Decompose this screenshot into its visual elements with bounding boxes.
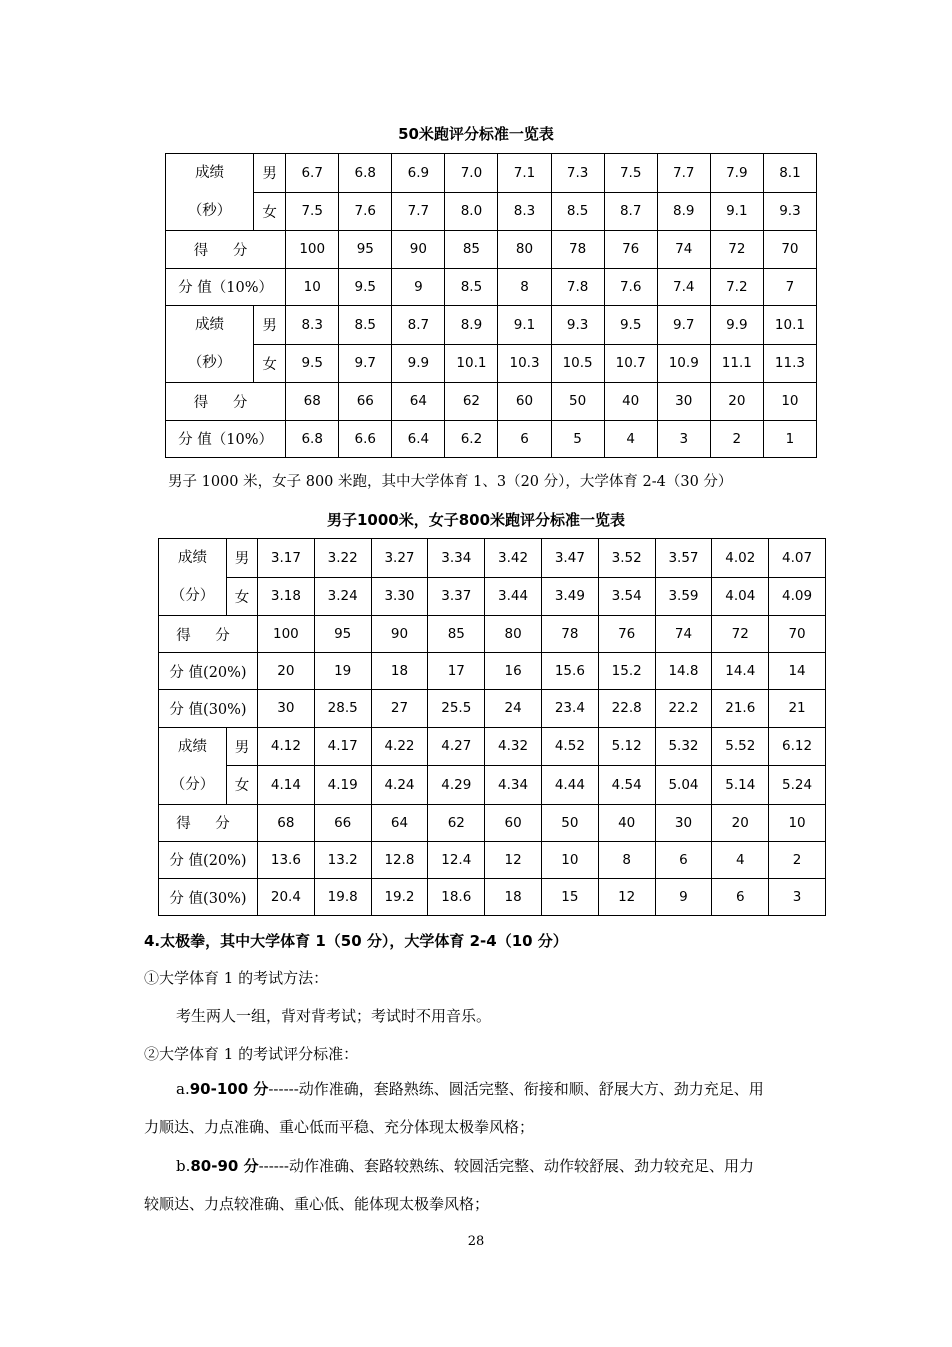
- table2-title: 男子1000米，女子800米跑评分标准一览表: [326, 511, 626, 529]
- male-label: 男: [254, 306, 286, 345]
- weight-cell: 3: [769, 878, 826, 915]
- weight-cell: 5: [551, 420, 604, 458]
- weight-cell: 22.8: [598, 690, 655, 727]
- points-cell: 30: [655, 804, 712, 841]
- female-time-cell: 9.1: [710, 192, 763, 231]
- female-time-cell: 3.24: [314, 577, 371, 616]
- points-label: 得 分: [166, 383, 286, 421]
- points-cell: 100: [286, 231, 339, 269]
- female-time-cell: 10.3: [498, 344, 551, 383]
- note-between-tables: 男子 1000 米，女子 800 米跑，其中大学体育 1、3（20 分），大学体育 2-4（30 分）: [168, 474, 733, 490]
- points-cell: 20: [710, 383, 763, 421]
- weight-cell: 6: [655, 841, 712, 878]
- points-cell: 78: [541, 616, 598, 653]
- table-row: [159, 577, 826, 616]
- female-time-cell: 7.7: [392, 192, 445, 231]
- points-cell: 62: [428, 804, 485, 841]
- criteria-b-line1: [176, 1155, 754, 1177]
- points-cell: 10: [769, 804, 826, 841]
- weight-cell: 1: [763, 420, 816, 458]
- female-time-cell: 3.30: [371, 577, 428, 616]
- female-time-cell: 4.09: [769, 577, 826, 616]
- score-label-cell: [166, 154, 254, 231]
- weight-cell: 18: [371, 653, 428, 690]
- criteria-a-text1: ------动作准确，套路熟练、圆活完整、衔接和顺、舒展大方、劲力充足、用: [268, 1080, 764, 1098]
- item2-title: ②大学体育 1 的考试评分标准：: [144, 1045, 359, 1063]
- weight-cell: 18.6: [428, 878, 485, 915]
- weight-cell: 19.2: [371, 878, 428, 915]
- female-time-cell: 7.6: [339, 192, 392, 231]
- table-row: [166, 192, 817, 231]
- score-label: 成绩: [178, 550, 207, 566]
- male-time-cell: 4.32: [485, 727, 542, 766]
- female-time-cell: 4.44: [541, 766, 598, 805]
- points-cell: 68: [286, 383, 339, 421]
- table-row: [166, 306, 817, 345]
- female-time-cell: 4.34: [485, 766, 542, 805]
- weight-cell: 15.6: [541, 653, 598, 690]
- criteria-a-line2: 力顺达、力点准确、重心低而平稳、充分体现太极拳风格；: [144, 1118, 535, 1136]
- weight-cell: 22.2: [655, 690, 712, 727]
- weight-cell: 13.2: [314, 841, 371, 878]
- male-time-cell: 4.17: [314, 727, 371, 766]
- male-time-cell: 3.52: [598, 539, 655, 578]
- table-row: [159, 841, 826, 878]
- female-time-cell: 3.49: [541, 577, 598, 616]
- points-label: 得 分: [166, 231, 286, 269]
- table-row: [166, 420, 817, 458]
- score-label: 成绩: [178, 738, 207, 755]
- weight-label: 分 值（10%）: [166, 268, 286, 306]
- weight-cell: 6.4: [392, 420, 445, 458]
- points-cell: 30: [657, 383, 710, 421]
- weight-cell: 14.4: [712, 653, 769, 690]
- male-time-cell: 6.8: [339, 154, 392, 193]
- table-50m: [165, 153, 817, 458]
- female-time-cell: 4.19: [314, 766, 371, 805]
- female-time-cell: 7.5: [286, 192, 339, 231]
- male-time-cell: 9.3: [551, 306, 604, 345]
- male-time-cell: 9.1: [498, 306, 551, 345]
- weight-cell: 19: [314, 653, 371, 690]
- weight-cell: 4: [712, 841, 769, 878]
- female-time-cell: 4.24: [371, 766, 428, 805]
- weight-label: 分 值(30%): [159, 690, 258, 727]
- male-time-cell: 9.7: [657, 306, 710, 345]
- male-time-cell: 10.1: [763, 306, 816, 345]
- weight-cell: 20: [258, 653, 315, 690]
- male-time-cell: 3.17: [258, 539, 315, 578]
- male-time-cell: 7.0: [445, 154, 498, 193]
- weight-cell: 12: [598, 878, 655, 915]
- male-time-cell: 4.02: [712, 539, 769, 578]
- female-time-cell: 10.1: [445, 344, 498, 383]
- female-time-cell: 8.0: [445, 192, 498, 231]
- weight-cell: 6.6: [339, 420, 392, 458]
- male-time-cell: 3.27: [371, 539, 428, 578]
- points-cell: 100: [258, 616, 315, 653]
- points-cell: 62: [445, 383, 498, 421]
- male-time-cell: 3.34: [428, 539, 485, 578]
- male-label: 男: [227, 727, 258, 766]
- male-time-cell: 6.7: [286, 154, 339, 193]
- female-time-cell: 4.54: [598, 766, 655, 805]
- table-row: [159, 878, 826, 915]
- points-cell: 80: [485, 616, 542, 653]
- table-row: [159, 690, 826, 727]
- weight-cell: 7.8: [551, 268, 604, 306]
- points-cell: 60: [498, 383, 551, 421]
- table-row: [166, 154, 817, 193]
- female-time-cell: 5.14: [712, 766, 769, 805]
- points-cell: 95: [339, 231, 392, 269]
- female-time-cell: 9.7: [339, 344, 392, 383]
- female-time-cell: 9.9: [392, 344, 445, 383]
- weight-cell: 6: [498, 420, 551, 458]
- male-time-cell: 4.12: [258, 727, 315, 766]
- table-row: [159, 616, 826, 653]
- points-cell: 70: [763, 231, 816, 269]
- weight-cell: 15.2: [598, 653, 655, 690]
- score-label: 成绩: [195, 317, 225, 333]
- weight-cell: 6.8: [286, 420, 339, 458]
- female-label: 女: [227, 766, 258, 805]
- weight-cell: 23.4: [541, 690, 598, 727]
- male-time-cell: 8.3: [286, 306, 339, 345]
- male-time-cell: 3.22: [314, 539, 371, 578]
- points-label: 得 分: [159, 616, 258, 653]
- male-time-cell: 6.12: [769, 727, 826, 766]
- female-time-cell: 8.3: [498, 192, 551, 231]
- item1-body: 考生两人一组，背对背考试；考试时不用音乐。: [176, 1007, 492, 1025]
- male-time-cell: 4.22: [371, 727, 428, 766]
- table-row: [166, 268, 817, 306]
- score-unit-label: （秒）: [187, 355, 232, 371]
- points-cell: 60: [485, 804, 542, 841]
- points-cell: 66: [339, 383, 392, 421]
- female-time-cell: 4.14: [258, 766, 315, 805]
- weight-cell: 14: [769, 653, 826, 690]
- criteria-a-line1: [176, 1078, 764, 1100]
- weight-cell: 9.5: [339, 268, 392, 306]
- female-time-cell: 8.7: [604, 192, 657, 231]
- female-time-cell: 8.9: [657, 192, 710, 231]
- table-row: [166, 383, 817, 421]
- points-cell: 50: [541, 804, 598, 841]
- points-cell: 64: [392, 383, 445, 421]
- points-cell: 74: [655, 616, 712, 653]
- male-time-cell: 8.9: [445, 306, 498, 345]
- criteria-b-prefix: b.: [176, 1157, 191, 1175]
- male-time-cell: 5.52: [712, 727, 769, 766]
- points-cell: 90: [371, 616, 428, 653]
- points-cell: 40: [604, 383, 657, 421]
- weight-cell: 12.8: [371, 841, 428, 878]
- male-time-cell: 3.57: [655, 539, 712, 578]
- female-time-cell: 5.24: [769, 766, 826, 805]
- score-unit-label: （分）: [170, 588, 215, 604]
- female-time-cell: 9.3: [763, 192, 816, 231]
- weight-label: 分 值(30%): [159, 878, 258, 915]
- table-row: [159, 727, 826, 766]
- weight-cell: 28.5: [314, 690, 371, 727]
- points-cell: 85: [445, 231, 498, 269]
- male-time-cell: 4.52: [541, 727, 598, 766]
- score-label-cell: [159, 727, 227, 804]
- female-label: 女: [254, 192, 286, 231]
- male-time-cell: 6.9: [392, 154, 445, 193]
- male-time-cell: 8.5: [339, 306, 392, 345]
- points-cell: 78: [551, 231, 604, 269]
- male-label: 男: [254, 154, 286, 193]
- weight-cell: 7.4: [657, 268, 710, 306]
- weight-cell: 8.5: [445, 268, 498, 306]
- criteria-b-text1: ------动作准确、套路较熟练、较圆活完整、动作较舒展、劲力较充足、用力: [258, 1157, 754, 1175]
- table-row: [159, 539, 826, 578]
- weight-cell: 2: [710, 420, 763, 458]
- weight-cell: 7.6: [604, 268, 657, 306]
- female-label: 女: [254, 344, 286, 383]
- male-time-cell: 8.7: [392, 306, 445, 345]
- score-label-cell: [166, 306, 254, 383]
- table-row: [166, 231, 817, 269]
- weight-cell: 9: [655, 878, 712, 915]
- weight-cell: 7.2: [710, 268, 763, 306]
- female-label: 女: [227, 577, 258, 616]
- weight-cell: 25.5: [428, 690, 485, 727]
- weight-cell: 24: [485, 690, 542, 727]
- female-time-cell: 3.54: [598, 577, 655, 616]
- weight-cell: 12: [485, 841, 542, 878]
- female-time-cell: 5.04: [655, 766, 712, 805]
- points-cell: 66: [314, 804, 371, 841]
- weight-cell: 8: [498, 268, 551, 306]
- score-unit-label: （秒）: [187, 203, 232, 219]
- female-time-cell: 8.5: [551, 192, 604, 231]
- weight-cell: 27: [371, 690, 428, 727]
- criteria-a-prefix: a.: [176, 1080, 190, 1098]
- female-time-cell: 10.9: [657, 344, 710, 383]
- male-time-cell: 9.5: [604, 306, 657, 345]
- points-cell: 72: [710, 231, 763, 269]
- points-cell: 90: [392, 231, 445, 269]
- female-time-cell: 4.04: [712, 577, 769, 616]
- weight-cell: 7: [763, 268, 816, 306]
- male-time-cell: 3.42: [485, 539, 542, 578]
- female-time-cell: 10.5: [551, 344, 604, 383]
- points-cell: 10: [763, 383, 816, 421]
- table-row: [159, 766, 826, 805]
- points-cell: 72: [712, 616, 769, 653]
- weight-cell: 20.4: [258, 878, 315, 915]
- male-time-cell: 3.47: [541, 539, 598, 578]
- female-time-cell: 9.5: [286, 344, 339, 383]
- points-cell: 76: [598, 616, 655, 653]
- criteria-b-line2: 较顺达、力点较准确、重心低、能体现太极拳风格；: [144, 1195, 490, 1213]
- weight-cell: 6.2: [445, 420, 498, 458]
- weight-cell: 13.6: [258, 841, 315, 878]
- points-cell: 95: [314, 616, 371, 653]
- weight-cell: 3: [657, 420, 710, 458]
- male-time-cell: 4.07: [769, 539, 826, 578]
- points-cell: 64: [371, 804, 428, 841]
- male-time-cell: 5.12: [598, 727, 655, 766]
- weight-cell: 6: [712, 878, 769, 915]
- item1-title: ①大学体育 1 的考试方法：: [144, 969, 329, 987]
- male-time-cell: 7.9: [710, 154, 763, 193]
- weight-label: 分 值(20%): [159, 841, 258, 878]
- weight-cell: 10: [286, 268, 339, 306]
- points-cell: 85: [428, 616, 485, 653]
- points-cell: 76: [604, 231, 657, 269]
- female-time-cell: 3.44: [485, 577, 542, 616]
- table1-title: 50米跑评分标准一览表: [398, 125, 554, 143]
- female-time-cell: 3.37: [428, 577, 485, 616]
- male-time-cell: 5.32: [655, 727, 712, 766]
- weight-cell: 21: [769, 690, 826, 727]
- section-heading: 4.太极拳，其中大学体育 1（50 分），大学体育 2-4（10 分）: [144, 932, 568, 950]
- points-cell: 50: [551, 383, 604, 421]
- weight-cell: 2: [769, 841, 826, 878]
- points-cell: 20: [712, 804, 769, 841]
- female-time-cell: 3.18: [258, 577, 315, 616]
- table-row: [159, 804, 826, 841]
- weight-cell: 18: [485, 878, 542, 915]
- female-time-cell: 11.3: [763, 344, 816, 383]
- page-number: 28: [467, 1234, 485, 1249]
- table-row: [166, 344, 817, 383]
- weight-label: 分 值(20%): [159, 653, 258, 690]
- male-label: 男: [227, 539, 258, 578]
- female-time-cell: 4.29: [428, 766, 485, 805]
- weight-cell: 8: [598, 841, 655, 878]
- points-cell: 74: [657, 231, 710, 269]
- points-cell: 70: [769, 616, 826, 653]
- male-time-cell: 7.5: [604, 154, 657, 193]
- weight-cell: 15: [541, 878, 598, 915]
- points-cell: 68: [258, 804, 315, 841]
- male-time-cell: 7.3: [551, 154, 604, 193]
- weight-cell: 21.6: [712, 690, 769, 727]
- score-label-cell: [159, 539, 227, 616]
- male-time-cell: 7.7: [657, 154, 710, 193]
- male-time-cell: 9.9: [710, 306, 763, 345]
- score-label: 成绩: [195, 165, 225, 181]
- weight-cell: 17: [428, 653, 485, 690]
- table-row: [159, 653, 826, 690]
- points-cell: 80: [498, 231, 551, 269]
- female-time-cell: 11.1: [710, 344, 763, 383]
- weight-cell: 12.4: [428, 841, 485, 878]
- female-time-cell: 3.59: [655, 577, 712, 616]
- weight-cell: 14.8: [655, 653, 712, 690]
- female-time-cell: 10.7: [604, 344, 657, 383]
- weight-cell: 19.8: [314, 878, 371, 915]
- criteria-b-range: 80-90 分: [190, 1157, 259, 1175]
- table-1000m-800m: [158, 538, 826, 916]
- points-cell: 40: [598, 804, 655, 841]
- criteria-a-range: 90-100 分: [189, 1080, 269, 1098]
- weight-cell: 10: [541, 841, 598, 878]
- score-unit-label: （分）: [170, 776, 215, 793]
- points-label: 得 分: [159, 804, 258, 841]
- weight-cell: 4: [604, 420, 657, 458]
- weight-label: 分 值（10%）: [166, 420, 286, 458]
- male-time-cell: 4.27: [428, 727, 485, 766]
- weight-cell: 30: [258, 690, 315, 727]
- weight-cell: 16: [485, 653, 542, 690]
- weight-cell: 9: [392, 268, 445, 306]
- male-time-cell: 8.1: [763, 154, 816, 193]
- male-time-cell: 7.1: [498, 154, 551, 193]
